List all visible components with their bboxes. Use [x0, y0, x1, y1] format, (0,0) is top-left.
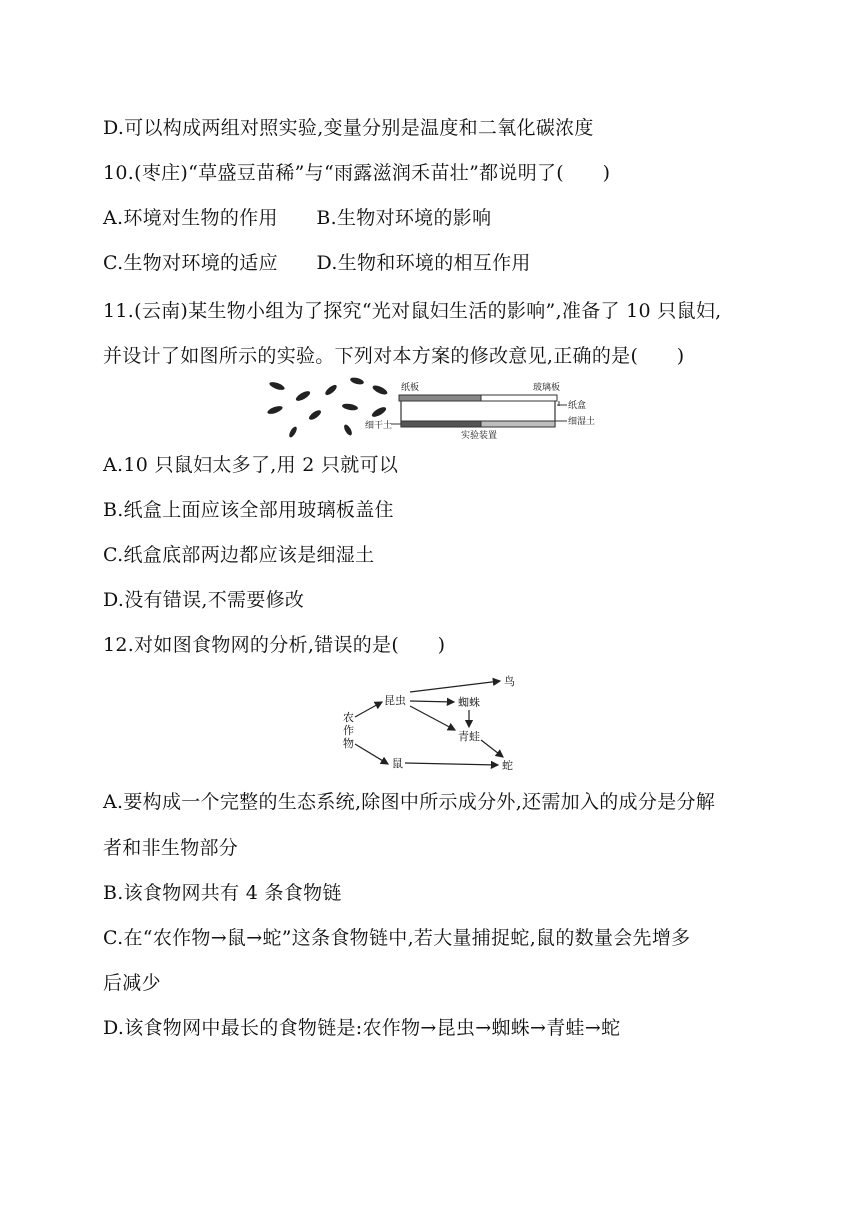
q12-option-d: D.该食物网中最长的食物链是:农作物→昆虫→蜘蛛→青蛙→蛇: [103, 1017, 621, 1039]
q10-options-cd: C.生物对环境的适应 D.生物和环境的相互作用: [103, 252, 531, 274]
node-snake: 蛇: [502, 759, 513, 772]
q9-option-d: D.可以构成两组对照实验,变量分别是温度和二氧化碳浓度: [103, 117, 594, 139]
wet-soil: [481, 421, 555, 427]
q12-option-a-line2: 者和非生物部分: [103, 837, 239, 859]
experiment-device: [365, 381, 595, 441]
label-wet-soil: 细湿土: [568, 417, 596, 427]
woodlouse: [308, 409, 323, 422]
q11-figure: [255, 372, 605, 444]
arrow-crop-insect: [355, 702, 382, 717]
q12-option-b: B.该食物网共有 4 条食物链: [103, 882, 342, 904]
woodlouse: [294, 389, 311, 403]
arrow-mouse-snake: [405, 763, 498, 765]
glass-board: [481, 395, 557, 401]
woodlouse: [371, 384, 388, 397]
label-dry-soil: 细干土: [365, 421, 393, 431]
q12-food-web: [338, 670, 528, 778]
q10-stem: 10.(枣庄)“草盛豆苗稀”与“雨露滋润禾苗壮”都说明了( ): [103, 162, 611, 184]
arrow-crop-mouse: [355, 744, 388, 764]
woodlouse: [288, 426, 299, 439]
node-crop-char2: 作: [343, 724, 354, 737]
q12-option-a-line1: A.要构成一个完整的生态系统,除图中所示成分外,还需加入的成分是分解: [103, 791, 716, 813]
woodlouse: [343, 423, 354, 436]
label-paper-board: 纸板: [401, 383, 420, 393]
woodlouse: [370, 405, 387, 419]
q11-option-b: B.纸盒上面应该全部用玻璃板盖住: [103, 499, 394, 521]
woodlouse-experiment-diagram: [255, 372, 605, 444]
arrow-insect-spider: [410, 701, 454, 702]
q12-stem: 12.对如图食物网的分析,错误的是( ): [103, 634, 446, 656]
woodlouse: [342, 403, 359, 412]
node-crop-char3: 物: [343, 737, 354, 750]
node-mouse: 鼠: [392, 757, 403, 770]
node-insect: 昆虫: [384, 694, 406, 707]
node-crop-char1: 农: [343, 711, 354, 724]
paper-board: [399, 395, 481, 401]
arrow-frog-snake: [481, 740, 503, 757]
woodlouse: [349, 376, 364, 385]
node-spider: 蜘蛛: [458, 696, 480, 709]
label-device: 实验装置: [461, 431, 498, 441]
node-bird: 鸟: [504, 675, 515, 688]
label-glass-board: 玻璃板: [533, 383, 561, 393]
q11-stem-line1: 11.(云南)某生物小组为了探究“光对鼠妇生活的影响”,准备了 10 只鼠妇,: [103, 300, 722, 322]
node-frog: 青蛙: [458, 730, 480, 743]
q11-option-d: D.没有错误,不需要修改: [103, 589, 305, 611]
q11-option-a: A.10 只鼠妇太多了,用 2 只就可以: [103, 454, 399, 476]
q11-option-c: C.纸盒底部两边都应该是细湿土: [103, 544, 375, 566]
woodlouse: [268, 380, 285, 391]
q12-option-c-line1: C.在“农作物→鼠→蛇”这条食物链中,若大量捕捉蛇,鼠的数量会先增多: [103, 927, 691, 949]
q12-option-c-line2: 后减少: [103, 972, 161, 994]
dry-soil: [401, 421, 481, 427]
label-paper-box: 纸盒: [568, 401, 587, 411]
arrow-insect-frog: [410, 706, 455, 730]
woodlouse: [266, 404, 283, 415]
arrow-insect-bird: [410, 681, 500, 692]
woodlouse: [324, 383, 339, 397]
food-web-diagram: [338, 670, 528, 778]
q11-stem-line2: 并设计了如图所示的实验。下列对本方案的修改意见,正确的是( ): [103, 345, 685, 367]
q10-options-ab: A.环境对生物的作用 B.生物对环境的影响: [103, 207, 492, 229]
